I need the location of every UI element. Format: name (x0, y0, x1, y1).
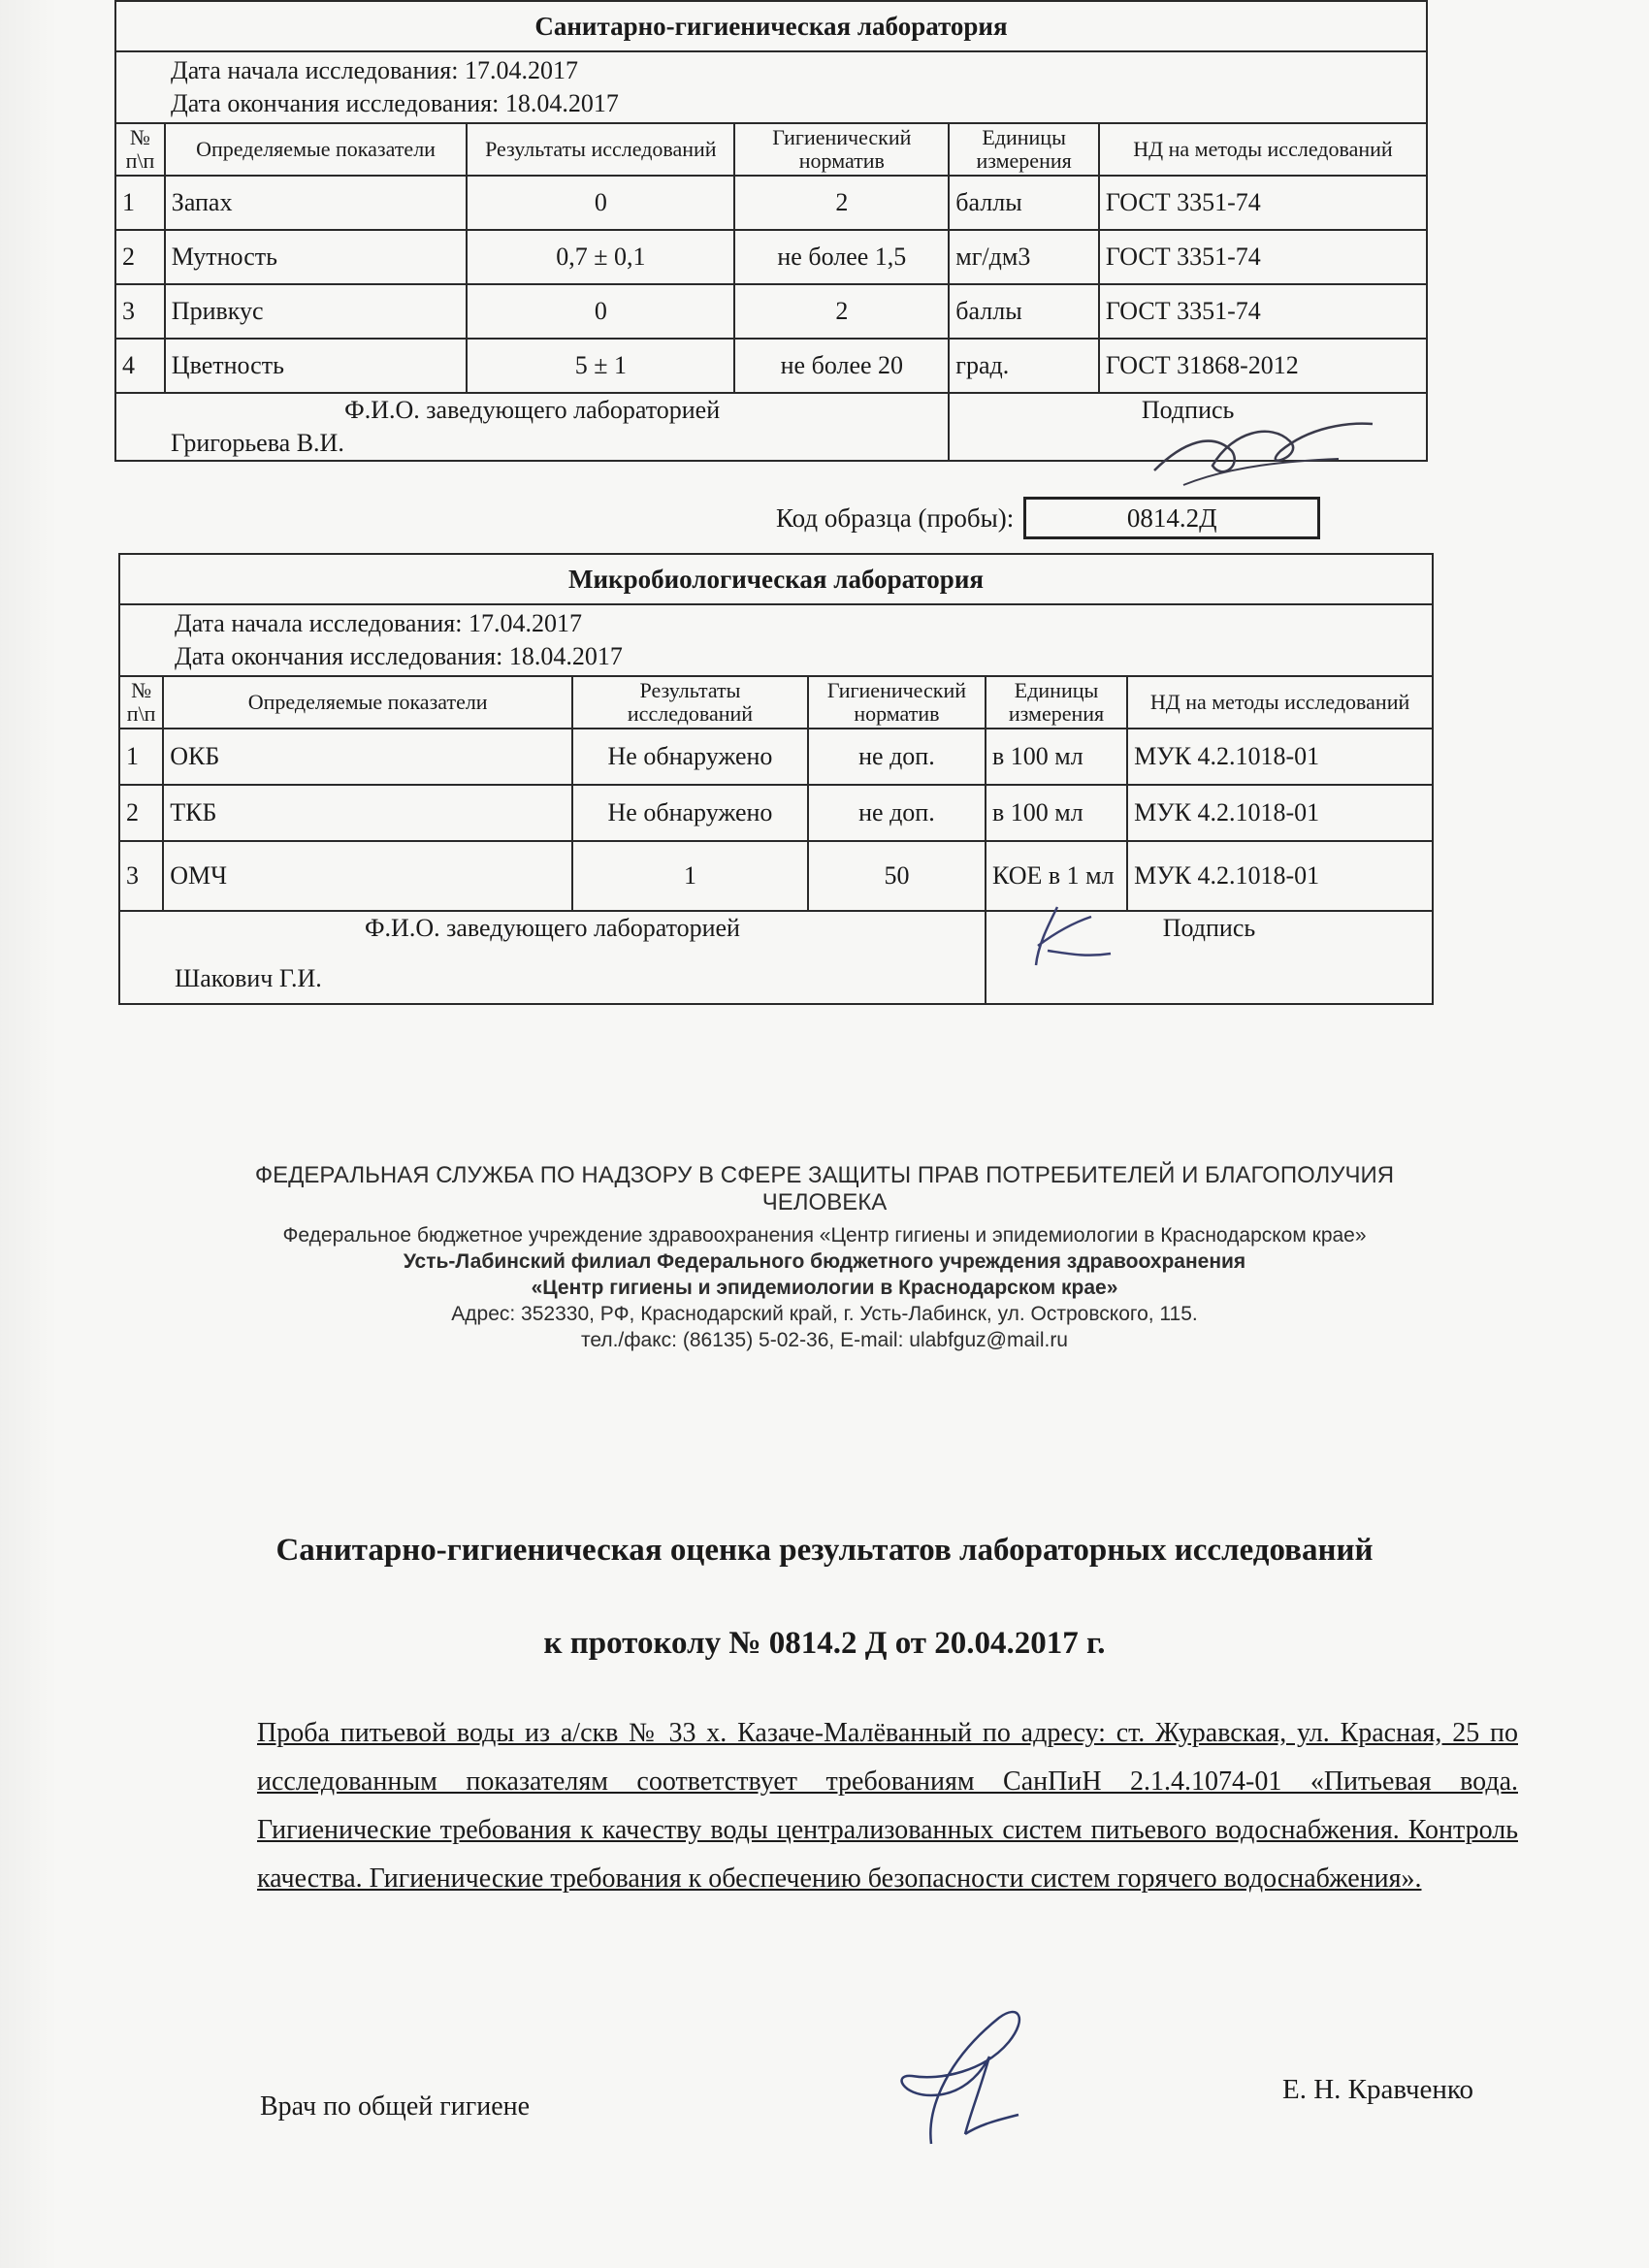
scan-shadow (0, 0, 58, 2268)
row-indicator: Запах (165, 176, 467, 230)
row-indicator: Привкус (165, 284, 467, 339)
row-result: 0,7 ± 0,1 (467, 230, 734, 284)
head-name: Григорьева В.И. (171, 429, 344, 457)
row-method: МУК 4.2.1018-01 (1127, 841, 1433, 911)
sanitary-lab-head-cell (115, 393, 949, 461)
row-indicator: ТКБ (163, 785, 572, 841)
row-number: 1 (119, 729, 163, 785)
col-header-indicator: Определяемые показатели (163, 676, 572, 729)
table-row (115, 176, 1427, 230)
sample-code-row (776, 497, 1320, 539)
row-method: ГОСТ 3351-74 (1099, 284, 1427, 339)
col-header-unit: Единицы измерения (949, 123, 1099, 176)
micro-lab-date-start: Дата начала исследования: 17.04.2017 (175, 609, 582, 637)
micro-lab-title: Микробиологическая лаборатория (119, 554, 1433, 604)
row-number: 3 (119, 841, 163, 911)
micro-lab-table (118, 553, 1434, 1005)
institution-header (194, 1162, 1455, 1353)
head-label: Ф.И.О. заведующего лабораторией (344, 396, 721, 424)
row-unit: мг/дм3 (949, 230, 1099, 284)
row-unit: КОЕ в 1 мл (986, 841, 1127, 911)
row-number: 3 (115, 284, 165, 339)
table-row (119, 729, 1433, 785)
assessment-text (257, 1709, 1518, 1903)
sample-code-value: 0814.2Д (1023, 497, 1320, 539)
contacts: тел./факс: (86135) 5-02-36, E-mail: ulabfguz@mail.ru (580, 1329, 1068, 1351)
row-indicator: Мутность (165, 230, 467, 284)
sign-label: Подпись (1162, 914, 1256, 942)
micro-lab-date-end: Дата окончания исследования: 18.04.2017 (175, 642, 623, 670)
assessment-title: Санитарно-гигиеническая оценка результатов лабораторных исследований (275, 1533, 1374, 1568)
signature-kravchenko (873, 1998, 1067, 2163)
row-number: 1 (115, 176, 165, 230)
row-result: Не обнаружено (572, 729, 808, 785)
row-result: 0 (467, 284, 734, 339)
col-header-number: № п\п (115, 123, 165, 176)
row-method: МУК 4.2.1018-01 (1127, 785, 1433, 841)
row-indicator: ОКБ (163, 729, 572, 785)
row-result: 1 (572, 841, 808, 911)
parent-institution: Федеральное бюджетное учреждение здравоохранения «Центр гигиены и эпидемиологии в Краснодарском крае» (282, 1224, 1367, 1247)
row-unit: в 100 мл (986, 729, 1127, 785)
sanitary-lab-date-end: Дата окончания исследования: 18.04.2017 (171, 89, 619, 117)
row-norm: 50 (808, 841, 986, 911)
row-method: ГОСТ 31868-2012 (1099, 339, 1427, 393)
row-norm: не более 1,5 (734, 230, 949, 284)
row-norm: 2 (734, 176, 949, 230)
branch-line-1: Усть-Лабинский филиал Федерального бюджетного учреждения здравоохранения (403, 1250, 1246, 1273)
table-row (115, 230, 1427, 284)
signature-shakovich (1018, 897, 1135, 975)
col-header-unit: Единицы измерения (986, 676, 1127, 729)
row-indicator: Цветность (165, 339, 467, 393)
col-header-result: Результаты исследований (467, 123, 734, 176)
col-header-number: № п\п (119, 676, 163, 729)
head-name: Шакович Г.И. (175, 964, 322, 992)
head-label: Ф.И.О. заведующего лабораторией (365, 914, 740, 942)
table-row (119, 785, 1433, 841)
assessment-subtitle: к протоколу № 0814.2 Д от 20.04.2017 г. (543, 1626, 1106, 1661)
row-norm: 2 (734, 284, 949, 339)
row-method: ГОСТ 3351-74 (1099, 230, 1427, 284)
agency-name: ФЕДЕРАЛЬНАЯ СЛУЖБА ПО НАДЗОРУ В СФЕРЕ ЗАЩИТЫ ПРАВ ПОТРЕБИТЕЛЕЙ И БЛАГОПОЛУЧИЯ ЧЕЛОВЕКА (254, 1162, 1395, 1215)
table-row (119, 841, 1433, 911)
micro-lab-dates (119, 604, 1433, 676)
row-result: 0 (467, 176, 734, 230)
row-unit: в 100 мл (986, 785, 1127, 841)
micro-lab-head-cell (119, 911, 986, 1004)
signature-grigorieva (1145, 412, 1377, 500)
col-header-result: Результаты исследований (572, 676, 808, 729)
col-header-norm: Гигиенический норматив (808, 676, 986, 729)
sanitary-lab-date-start: Дата начала исследования: 17.04.2017 (171, 56, 578, 84)
row-unit: баллы (949, 176, 1099, 230)
address: Адрес: 352330, РФ, Краснодарский край, г. Усть-Лабинск, ул. Островского, 115. (451, 1303, 1198, 1325)
col-header-method: НД на методы исследований (1099, 123, 1427, 176)
row-indicator: ОМЧ (163, 841, 572, 911)
table-row (115, 284, 1427, 339)
row-number: 4 (115, 339, 165, 393)
table-row (115, 339, 1427, 393)
row-method: МУК 4.2.1018-01 (1127, 729, 1433, 785)
doctor-name: Е. Н. Кравченко (1282, 2074, 1474, 2105)
row-unit: баллы (949, 284, 1099, 339)
row-norm: не доп. (808, 785, 986, 841)
row-result: 5 ± 1 (467, 339, 734, 393)
row-number: 2 (115, 230, 165, 284)
sanitary-lab-table (114, 0, 1428, 462)
col-header-norm: Гигиенический норматив (734, 123, 949, 176)
row-result: Не обнаружено (572, 785, 808, 841)
sanitary-lab-dates (115, 51, 1427, 123)
row-norm: не доп. (808, 729, 986, 785)
sanitary-lab-title: Санитарно-гигиеническая лаборатория (115, 1, 1427, 51)
row-unit: град. (949, 339, 1099, 393)
sign-label: Подпись (1141, 396, 1235, 424)
doctor-role: Врач по общей гигиене (260, 2091, 531, 2122)
col-header-method: НД на методы исследований (1127, 676, 1433, 729)
branch-line-2: «Центр гигиены и эпидемиологии в Краснодарском крае» (531, 1277, 1118, 1299)
row-number: 2 (119, 785, 163, 841)
row-method: ГОСТ 3351-74 (1099, 176, 1427, 230)
assessment-text-body: Проба питьевой воды из а/скв № 33 х. Казаче-Малёванный по адресу: ст. Журавская, ул. Красная, 25 по исследованным показателям соответствует требованиям СанПиН 2.1.4.1074-01 «Питьевая вода. Гигиенические требования к качеству воды централизованных систем питьевого водоснабжения. Контроль качества. Гигиенические требования к обеспечению безопасности систем горячего водоснабжения». (257, 1718, 1518, 1894)
sample-code-label: Код образца (пробы): (776, 502, 1015, 533)
row-norm: не более 20 (734, 339, 949, 393)
col-header-indicator: Определяемые показатели (165, 123, 467, 176)
